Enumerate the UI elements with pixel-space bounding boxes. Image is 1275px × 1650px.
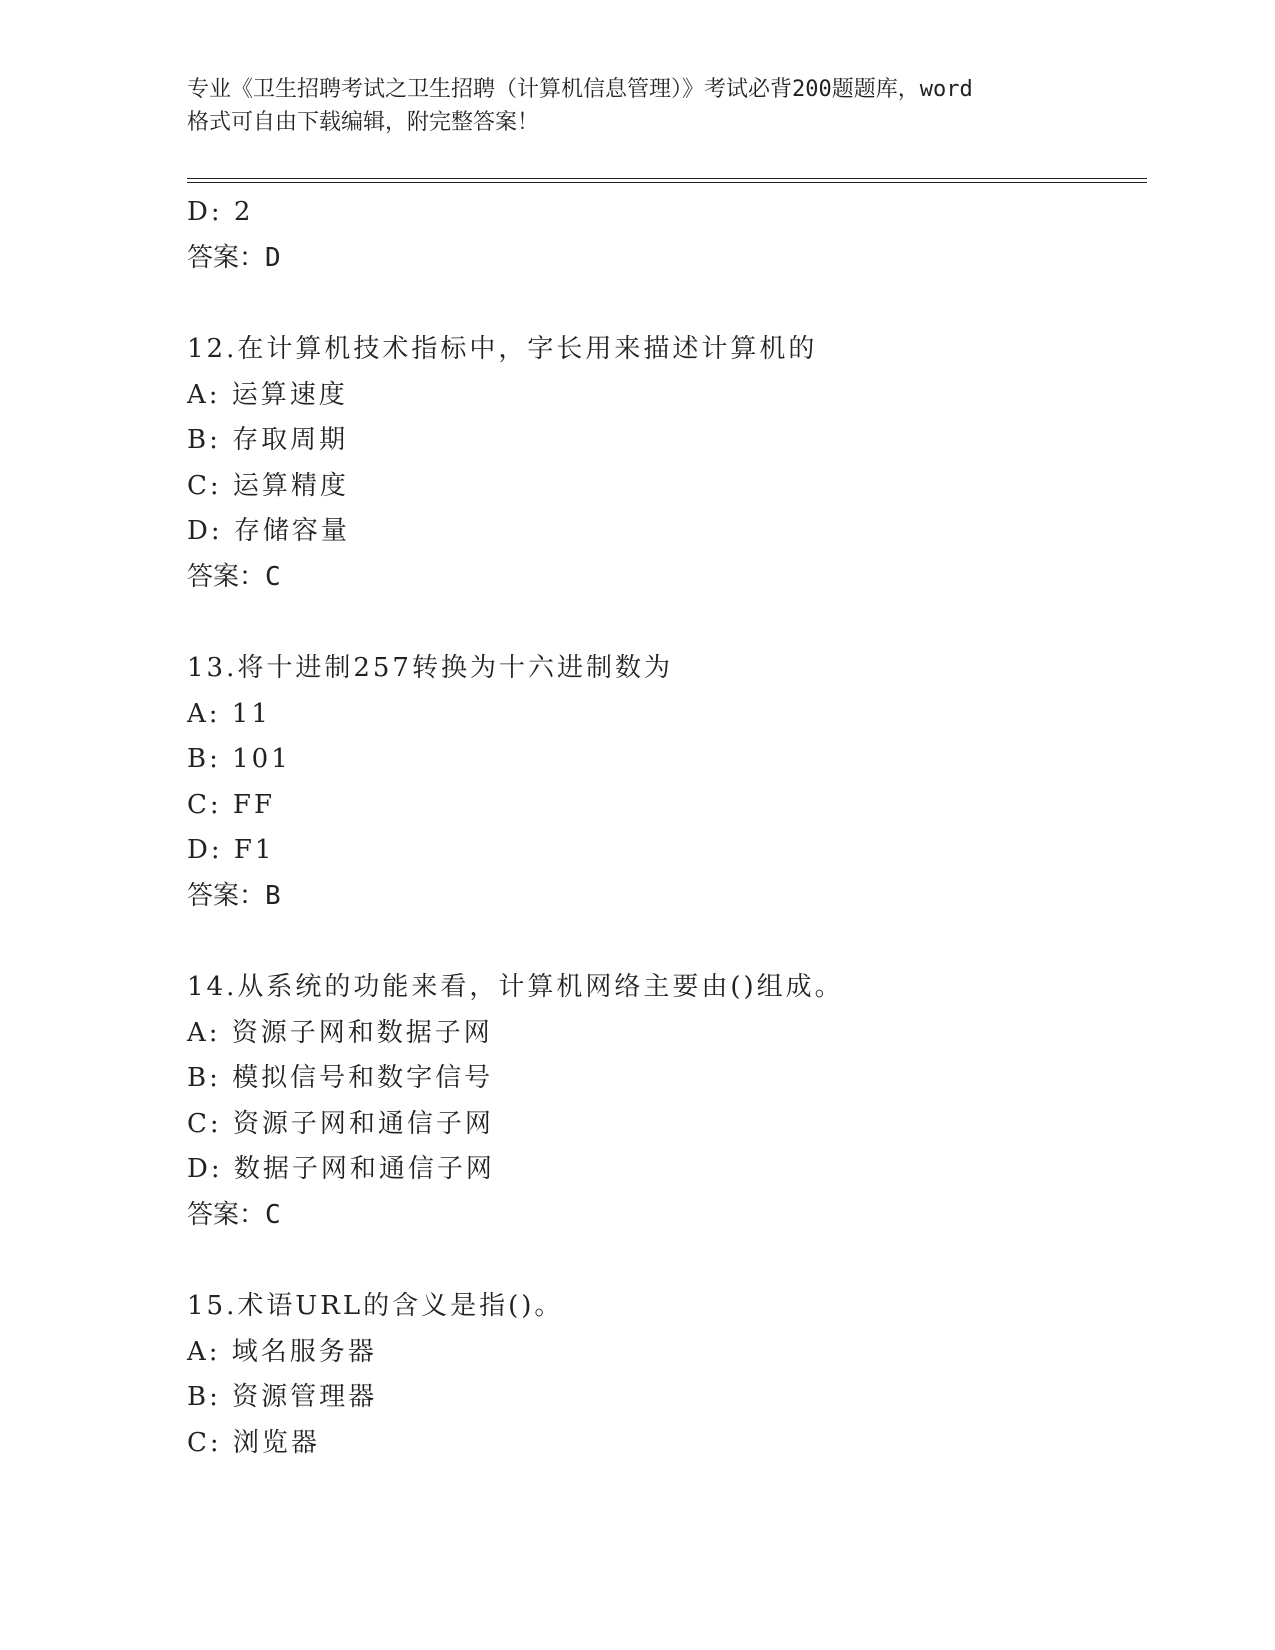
- option-a: A: 11: [187, 698, 271, 729]
- document-header: [187, 73, 1087, 139]
- option-b: B: 存取周期: [187, 425, 349, 455]
- question-text: 12.在计算机技术指标中，字长用来描述计算机的: [187, 334, 818, 364]
- option-d: D: F1: [187, 835, 275, 865]
- answer-line: 答案：C: [187, 1199, 281, 1230]
- option-a: A: 运算速度: [187, 379, 348, 410]
- option-c: C: FF: [187, 789, 275, 820]
- header-divider: [187, 178, 1147, 183]
- header-line-1: 专业《卫生招聘考试之卫生招聘（计算机信息管理）》考试必背200题题库，word: [187, 77, 973, 102]
- option-c: C: 运算精度: [187, 470, 349, 501]
- answer-line: 答案：D: [187, 242, 281, 273]
- option-d: D: 存储容量: [187, 516, 350, 546]
- option-a: A: 域名服务器: [187, 1336, 377, 1367]
- option-d: D: 数据子网和通信子网: [187, 1154, 495, 1184]
- option-d: D: 2: [187, 197, 254, 227]
- question-text: 13.将十进制257转换为十六进制数为: [187, 653, 673, 683]
- document-page: [187, 0, 1147, 1650]
- question-list: [187, 190, 1147, 1466]
- question-text: 14.从系统的功能来看，计算机网络主要由()组成。: [187, 972, 844, 1002]
- option-b: B: 模拟信号和数字信号: [187, 1063, 494, 1093]
- answer-line: 答案：B: [187, 880, 281, 911]
- header-line-2: 格式可自由下载编辑，附完整答案！: [187, 110, 540, 135]
- option-c: C: 资源子网和通信子网: [187, 1108, 494, 1139]
- question-text: 15.术语URL的含义是指()。: [187, 1291, 564, 1321]
- option-c: C: 浏览器: [187, 1427, 320, 1458]
- answer-line: 答案：C: [187, 561, 281, 592]
- option-b: B: 资源管理器: [187, 1382, 378, 1412]
- option-b: B: 101: [187, 744, 291, 774]
- option-a: A: 资源子网和数据子网: [187, 1017, 493, 1048]
